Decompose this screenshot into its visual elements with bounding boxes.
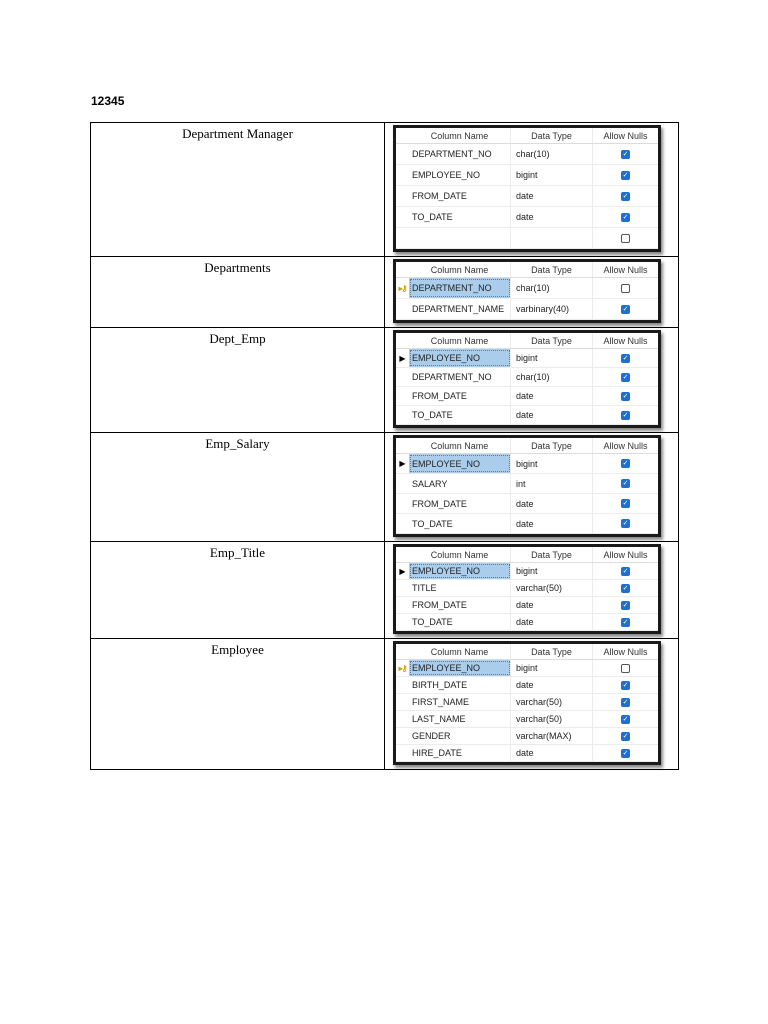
checked-checkbox-icon[interactable]: ✓ xyxy=(622,618,629,626)
header-data-type: Data Type xyxy=(511,128,593,143)
grid-screenshot-cell xyxy=(385,328,679,433)
column-name-cell[interactable]: FROM_DATE xyxy=(409,186,511,206)
data-type-cell[interactable]: varchar(50) xyxy=(511,711,593,727)
table-name: Department Manager xyxy=(182,126,293,141)
table-entry-row xyxy=(91,257,679,328)
data-type-cell[interactable]: bigint xyxy=(511,165,593,185)
data-type-cell[interactable]: varchar(MAX) xyxy=(511,728,593,744)
grid-row[interactable] xyxy=(396,228,658,249)
row-selector-arrow-icon: ▶ xyxy=(399,353,406,363)
column-name-cell[interactable]: FROM_DATE xyxy=(409,387,511,405)
grid-header xyxy=(396,262,658,278)
grid-row[interactable] xyxy=(396,144,658,165)
column-name-cell[interactable]: LAST_NAME xyxy=(409,711,511,727)
column-name-cell[interactable]: TO_DATE xyxy=(409,614,511,630)
checked-checkbox-icon[interactable]: ✓ xyxy=(622,392,629,400)
grid-row[interactable] xyxy=(396,563,658,580)
grid-screenshot-cell xyxy=(385,542,679,639)
header-allow-nulls: Allow Nulls xyxy=(603,264,648,275)
checked-checkbox-icon[interactable]: ✓ xyxy=(622,749,629,757)
allow-nulls-cell xyxy=(593,711,658,727)
allow-nulls-cell xyxy=(593,228,658,248)
header-allow-nulls: Allow Nulls xyxy=(603,335,648,346)
grid-header xyxy=(396,438,658,454)
data-type-cell[interactable]: char(10) xyxy=(511,278,593,298)
table-name-cell xyxy=(91,433,385,542)
column-grid xyxy=(393,259,661,323)
data-type-cell[interactable]: varbinary(40) xyxy=(511,299,593,319)
grid-row[interactable] xyxy=(396,580,658,597)
table-name: Departments xyxy=(204,260,271,275)
row-selector-arrow-icon: ▶ xyxy=(399,566,406,576)
grid-row[interactable] xyxy=(396,711,658,728)
header-column-name: Column Name xyxy=(409,333,511,348)
grid-row[interactable] xyxy=(396,349,658,368)
table-entry-row xyxy=(91,542,679,639)
column-grid xyxy=(393,435,661,537)
header-column-name: Column Name xyxy=(409,262,511,277)
allow-nulls-cell xyxy=(593,165,658,185)
checked-checkbox-icon[interactable]: ✓ xyxy=(622,213,629,221)
column-name-cell[interactable]: BIRTH_DATE xyxy=(409,677,511,693)
header-data-type: Data Type xyxy=(511,644,593,659)
primary-key-icon xyxy=(396,664,409,673)
grid-row[interactable] xyxy=(396,186,658,207)
data-type-cell[interactable]: varchar(50) xyxy=(511,694,593,710)
column-name-cell[interactable]: TO_DATE xyxy=(409,514,511,533)
checked-checkbox-icon[interactable]: ✓ xyxy=(622,460,629,467)
row-selector-arrow-icon: ▶ xyxy=(399,459,406,468)
checked-checkbox-icon[interactable]: ✓ xyxy=(622,411,629,419)
grid-row[interactable] xyxy=(396,494,658,514)
grid-screenshot-cell xyxy=(385,433,679,542)
checked-checkbox-icon[interactable]: ✓ xyxy=(622,373,629,381)
checked-checkbox-icon[interactable]: ✓ xyxy=(622,567,629,575)
schema-table xyxy=(90,122,679,770)
allow-nulls-cell xyxy=(593,368,658,386)
table-name-cell xyxy=(91,542,385,639)
allow-nulls-cell xyxy=(593,597,658,613)
data-type-cell[interactable] xyxy=(511,228,593,248)
grid-row[interactable] xyxy=(396,694,658,711)
data-type-cell[interactable]: char(10) xyxy=(511,144,593,164)
data-type-cell[interactable]: date xyxy=(511,207,593,227)
column-name-cell[interactable]: TO_DATE xyxy=(409,406,511,424)
table-name: Emp_Title xyxy=(209,545,266,560)
header-allow-nulls: Allow Nulls xyxy=(603,549,648,560)
grid-row[interactable] xyxy=(396,745,658,762)
grid-screenshot-cell xyxy=(385,123,679,257)
allow-nulls-cell xyxy=(593,677,658,693)
header-allow-nulls: Allow Nulls xyxy=(603,646,648,657)
column-name-cell[interactable]: EMPLOYEE_NO xyxy=(409,563,511,579)
column-name-cell[interactable]: FIRST_NAME xyxy=(409,694,511,710)
data-type-cell[interactable]: date xyxy=(511,387,593,405)
unchecked-checkbox-icon[interactable] xyxy=(621,234,630,243)
column-name-cell[interactable]: GENDER xyxy=(409,728,511,744)
table-name-cell xyxy=(91,257,385,328)
grid-row[interactable] xyxy=(396,614,658,631)
grid-row[interactable] xyxy=(396,660,658,677)
allow-nulls-cell xyxy=(593,745,658,761)
unchecked-checkbox-icon[interactable] xyxy=(621,284,630,293)
column-name-cell[interactable]: EMPLOYEE_NO xyxy=(409,349,511,367)
table-entry-row xyxy=(91,639,679,770)
allow-nulls-cell xyxy=(593,728,658,744)
checked-checkbox-icon[interactable]: ✓ xyxy=(622,500,629,507)
data-type-cell[interactable]: char(10) xyxy=(511,368,593,386)
allow-nulls-cell xyxy=(593,186,658,206)
allow-nulls-cell xyxy=(593,694,658,710)
header-column-name: Column Name xyxy=(409,547,511,562)
column-name-cell[interactable]: DEPARTMENT_NO xyxy=(409,278,511,298)
grid-row[interactable] xyxy=(396,728,658,745)
column-grid xyxy=(393,125,661,252)
grid-row[interactable] xyxy=(396,207,658,228)
column-name-cell[interactable]: FROM_DATE xyxy=(409,597,511,613)
data-type-cell[interactable]: date xyxy=(511,614,593,630)
table-entry-row xyxy=(91,123,679,257)
allow-nulls-cell xyxy=(593,406,658,424)
key-glyph: ▸⚷ xyxy=(398,663,407,673)
document-id: 12345 xyxy=(91,94,125,108)
grid-row[interactable] xyxy=(396,299,658,320)
grid-screenshot-cell xyxy=(385,639,679,770)
grid-header xyxy=(396,128,658,144)
column-name-cell[interactable]: TITLE xyxy=(409,580,511,596)
header-column-name: Column Name xyxy=(409,644,511,659)
table-name: Dept_Emp xyxy=(209,331,266,346)
grid-header xyxy=(396,547,658,563)
grid-header xyxy=(396,644,658,660)
allow-nulls-cell xyxy=(593,144,658,164)
allow-nulls-cell xyxy=(593,349,658,367)
grid-row[interactable] xyxy=(396,677,658,694)
grid-row[interactable] xyxy=(396,406,658,425)
header-data-type: Data Type xyxy=(511,438,593,453)
checked-checkbox-icon[interactable]: ✓ xyxy=(622,715,629,723)
checked-checkbox-icon[interactable]: ✓ xyxy=(622,192,629,200)
checked-checkbox-icon[interactable]: ✓ xyxy=(622,698,629,706)
checked-checkbox-icon[interactable]: ✓ xyxy=(622,150,629,158)
column-grid xyxy=(393,330,661,428)
column-name-cell[interactable]: EMPLOYEE_NO xyxy=(409,454,511,473)
unchecked-checkbox-icon[interactable] xyxy=(621,664,630,673)
header-allow-nulls: Allow Nulls xyxy=(603,440,648,451)
grid-row[interactable] xyxy=(396,597,658,614)
allow-nulls-cell xyxy=(593,514,658,533)
primary-key-icon xyxy=(396,284,409,293)
column-name-cell[interactable] xyxy=(409,228,511,248)
data-type-cell[interactable]: bigint xyxy=(511,563,593,579)
allow-nulls-cell xyxy=(593,207,658,227)
grid-row[interactable] xyxy=(396,368,658,387)
column-name-cell[interactable]: DEPARTMENT_NO xyxy=(409,144,511,164)
data-type-cell[interactable]: bigint xyxy=(511,349,593,367)
header-data-type: Data Type xyxy=(511,547,593,562)
grid-row[interactable] xyxy=(396,474,658,494)
key-glyph: ▸⚷ xyxy=(398,283,407,293)
column-name-cell[interactable]: EMPLOYEE_NO xyxy=(409,165,511,185)
data-type-cell[interactable]: date xyxy=(511,597,593,613)
allow-nulls-cell xyxy=(593,278,658,298)
allow-nulls-cell xyxy=(593,580,658,596)
checked-checkbox-icon[interactable]: ✓ xyxy=(622,480,629,487)
data-type-cell[interactable]: varchar(50) xyxy=(511,580,593,596)
allow-nulls-cell xyxy=(593,454,658,473)
column-name-cell[interactable]: HIRE_DATE xyxy=(409,745,511,761)
column-grid xyxy=(393,544,661,634)
column-name-cell[interactable]: DEPARTMENT_NAME xyxy=(409,299,511,319)
data-type-cell[interactable]: bigint xyxy=(511,660,593,676)
table-name-cell xyxy=(91,328,385,433)
grid-screenshot-cell xyxy=(385,257,679,328)
data-type-cell[interactable]: date xyxy=(511,514,593,533)
column-grid xyxy=(393,641,661,765)
checked-checkbox-icon[interactable]: ✓ xyxy=(622,601,629,609)
header-column-name: Column Name xyxy=(409,128,511,143)
data-type-cell[interactable]: date xyxy=(511,186,593,206)
checked-checkbox-icon[interactable]: ✓ xyxy=(622,681,629,689)
checked-checkbox-icon[interactable]: ✓ xyxy=(622,732,629,740)
grid-row[interactable] xyxy=(396,165,658,186)
column-name-cell[interactable]: EMPLOYEE_NO xyxy=(409,660,511,676)
allow-nulls-cell xyxy=(593,299,658,319)
data-type-cell[interactable]: int xyxy=(511,474,593,493)
header-column-name: Column Name xyxy=(409,438,511,453)
grid-header xyxy=(396,333,658,349)
checked-checkbox-icon[interactable]: ✓ xyxy=(622,354,629,362)
column-name-cell[interactable]: DEPARTMENT_NO xyxy=(409,368,511,386)
checked-checkbox-icon[interactable]: ✓ xyxy=(622,520,629,527)
header-data-type: Data Type xyxy=(511,333,593,348)
table-entry-row xyxy=(91,328,679,433)
header-data-type: Data Type xyxy=(511,262,593,277)
allow-nulls-cell xyxy=(593,387,658,405)
column-name-cell[interactable]: SALARY xyxy=(409,474,511,493)
header-allow-nulls: Allow Nulls xyxy=(603,130,648,141)
grid-row[interactable] xyxy=(396,387,658,406)
allow-nulls-cell xyxy=(593,563,658,579)
grid-row[interactable] xyxy=(396,278,658,299)
checked-checkbox-icon[interactable]: ✓ xyxy=(622,305,629,313)
checked-checkbox-icon[interactable]: ✓ xyxy=(622,171,629,179)
checked-checkbox-icon[interactable]: ✓ xyxy=(622,584,629,592)
data-type-cell[interactable]: date xyxy=(511,677,593,693)
allow-nulls-cell xyxy=(593,494,658,513)
table-entry-row xyxy=(91,433,679,542)
allow-nulls-cell xyxy=(593,474,658,493)
data-type-cell[interactable]: date xyxy=(511,494,593,513)
column-name-cell[interactable]: FROM_DATE xyxy=(409,494,511,513)
column-name-cell[interactable]: TO_DATE xyxy=(409,207,511,227)
grid-row[interactable] xyxy=(396,454,658,474)
table-name-cell xyxy=(91,123,385,257)
grid-row[interactable] xyxy=(396,514,658,534)
table-name-cell xyxy=(91,639,385,770)
data-type-cell[interactable]: bigint xyxy=(511,454,593,473)
allow-nulls-cell xyxy=(593,614,658,630)
table-name: Employee xyxy=(211,642,264,657)
allow-nulls-cell xyxy=(593,660,658,676)
table-name: Emp_Salary xyxy=(205,436,270,451)
data-type-cell[interactable]: date xyxy=(511,745,593,761)
data-type-cell[interactable]: date xyxy=(511,406,593,424)
